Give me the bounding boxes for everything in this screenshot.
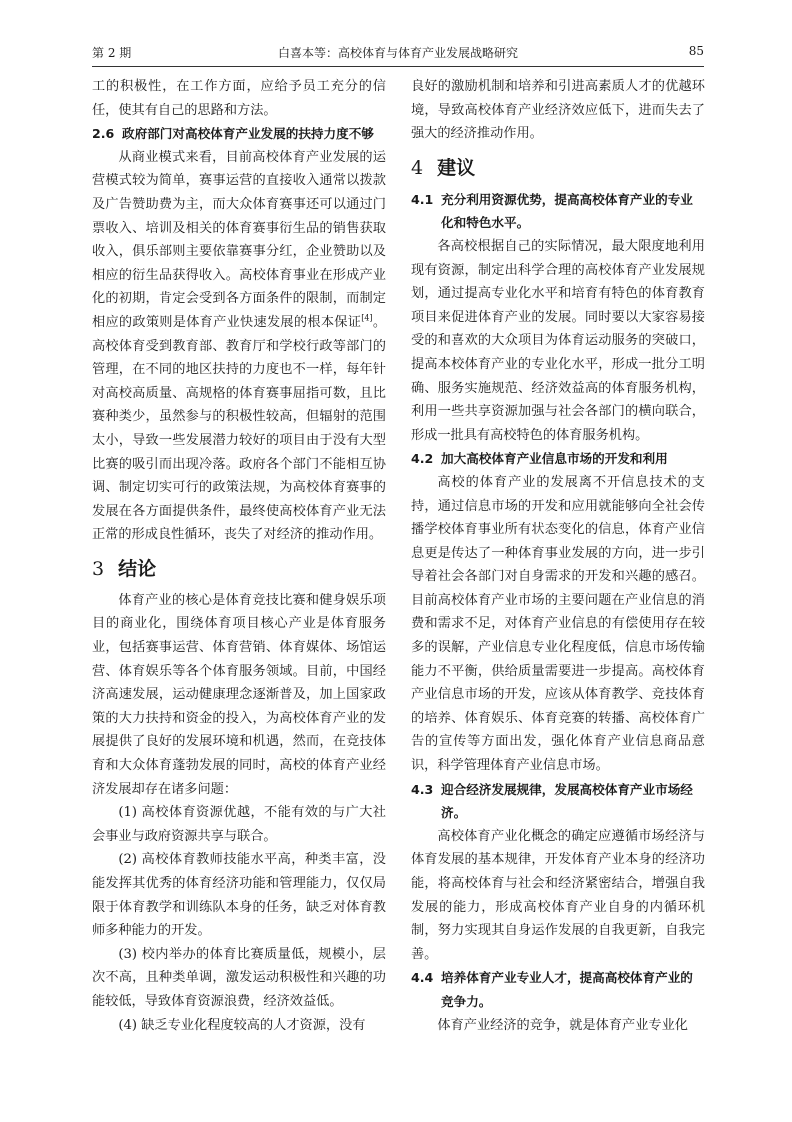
left-column <box>92 75 386 1037</box>
page-number: 85 <box>688 44 704 58</box>
section-number: 4.3 <box>411 781 434 797</box>
section-title: 迎合经济发展规律，发展高校体育产业市场经济。 <box>441 781 693 821</box>
section-heading-4-1 <box>411 188 705 235</box>
section-number: 2.6 <box>92 126 115 142</box>
section-number: 4 <box>411 156 424 179</box>
section-title: 培养体育产业专业人才，提高高校体育产业的竞争力。 <box>441 970 693 1009</box>
list-item-1: (1) 高校体育资源优越，不能有效的与广大社会事业与政府资源共享与联合。 <box>92 805 386 844</box>
list-item-2: (2) 高校体育教师技能水平高，种类丰富，没能发挥其优秀的体育经济功能和管理能力，仅仅局限于体育教学和训练队本身的任务，缺乏对体育教师多种能力的开发。 <box>92 852 386 939</box>
paragraph-4-2: 高校的体育产业的发展离不开信息技术的支持，通过信息市场的开发和应用就能够向全社会传播学校体育事业所有状态变化的信息，体育产业信息更是传达了一种体育事业发展的方向，进一步引导着社会各部门对自身需求的开发和兴趣的感召。目前高校体育产业市场的主要问题在产业信息的消费和需求不足，对体育产业信息的有偿使用存在较多的误解，产业信息专业化程度低，信息市场传输能力不平衡，供给质量需要进一步提高。高校体育产业信息市场的开发，应该从体育教学、竞技体育的培养、体育娱乐、体育竞赛的转播、高校体育广告的宣传等方面出发，强化体育产业信息商品意识，科学管理体育产业信息市场。 <box>411 474 705 774</box>
paragraph-text: 从商业模式来看，目前高校体育产业发展的运营模式较为简单，赛事运营的直接收入通常以拨款及广告赞助费为主，而大众体育赛事还可以通过门票收入、培训及相关的体育赛事衍生品的销售获取收入，俱乐部则主要依靠赛事分红，企业赞助以及相应的衍生品获得收入。高校体育事业在形成产业化的初期，肯定会受到各方面条件的限制，而制定相应的政策则是体育产业快速发展的根本保证 <box>92 149 386 330</box>
paragraph-continued: 良好的激励机制和培养和引进高素质人才的优越环境，导致高校体育产业经济效应低下，进而失去了强大的经济推动作用。 <box>411 79 705 142</box>
section-heading-2-6 <box>92 122 386 146</box>
paragraph-4-3: 高校体育产业化概念的确定应遵循市场经济与体育发展的基本规律，开发体育产业本身的经济功能，将高校体育与社会和经济紧密结合，增强自我发展的能力，形成高校体育产业自身的内循环机制，努力实现其自身运作发展的自我更新，自我完善。 <box>411 828 705 962</box>
issue-number: 第 2 期 <box>92 46 132 60</box>
list-item-4: (4) 缺乏专业化程度较高的人才资源，没有 <box>118 1017 366 1033</box>
section-number: 4.2 <box>411 451 434 467</box>
paragraph-text: 。高校体育受到教育部、教育厅和学校行政等部门的管理，在不同的地区扶持的力度也不一样，每年针对高校高质量、高规格的体育赛事屈指可数，且比赛种类少，虽然参与的积极性较高，但辐射的范围太小，导致一些发展潜力较好的项目由于没有大型比赛的吸引而出现冷落。政府各个部门不能相互协调、制定切实可行的政策法规，为高校体育赛事的发展在各方面提供条件，最终使高校体育产业无法正常的形成良性循环，丧失了对经济的推动作用。 <box>92 314 387 543</box>
citation-ref: [4] <box>361 313 373 323</box>
section-title: 加大高校体育产业信息市场的开发和利用 <box>441 451 668 467</box>
paragraph-4-1: 各高校根据自己的实际情况，最大限度地利用现有资源，制定出科学合理的高校体育产业发展规划，通过提高专业化水平和培育有特色的体育教育项目来促进体育产业的发展。同时要以大家容易接受的和喜欢的大众项目为体育运动服务的突破口，提高本校体育产业的专业化水平，形成一批分工明确、服务实施规范、经济效益高的体育服务机构，利用一些共享资源加强与社会各部门的横向联合，形成一批具有高校特色的体育服务机构。 <box>411 238 705 443</box>
section-heading-4-3 <box>411 778 705 825</box>
right-column <box>411 75 705 1037</box>
section-heading-4 <box>411 154 705 182</box>
list-item-3: (3) 校内举办的体育比赛质量低，规模小，层次不高，且种类单调，激发运动积极性和兴趣的功能较低，导致体育资源浪费，经济效益低。 <box>92 946 386 1009</box>
section-heading-3 <box>92 555 386 583</box>
section-number: 4.1 <box>411 191 434 207</box>
paragraph-4-4: 体育产业经济的竞争，就是体育产业专业化 <box>437 1017 688 1033</box>
section-title: 建议 <box>437 156 476 179</box>
section-number: 4.4 <box>411 970 434 986</box>
paragraph-continued: 工的积极性，在工作方面，应给予员工充分的信任，使其有自己的思路和方法。 <box>92 79 386 118</box>
section-heading-4-4 <box>411 966 705 1013</box>
running-header <box>92 44 704 67</box>
section-number: 3 <box>92 557 105 580</box>
paragraph-2-6 <box>92 146 386 547</box>
running-title: 白喜本等：高校体育与体育产业发展战略研究 <box>277 46 518 60</box>
section-heading-4-2 <box>411 447 705 471</box>
section-title: 充分利用资源优势，提高高校体育产业的专业化和特色水平。 <box>441 191 693 231</box>
section-title: 结论 <box>118 557 157 580</box>
section-title: 政府部门对高校体育产业发展的扶持力度不够 <box>122 126 374 142</box>
paragraph-3: 体育产业的核心是体育竞技比赛和健身娱乐项目的商业化，围绕体育项目核心产业是体育服务业，包括赛事运营、体育营销、体育媒体、场馆运营、体育娱乐等各个体育服务领域。目前，中国经济高速发展，运动健康理念逐渐普及，加上国家政策的大力扶持和资金的投入，为高校体育产业的发展提供了良好的发展环境和机遇，然而，在竞技体育和大众体育蓬勃发展的同时，高校的体育产业经济发展却存在诸多问题： <box>92 592 386 797</box>
